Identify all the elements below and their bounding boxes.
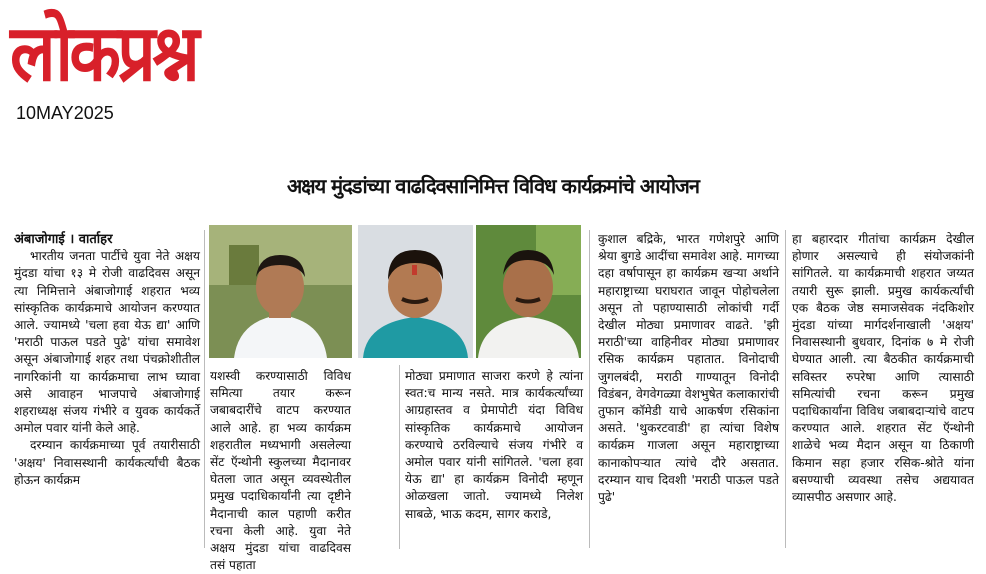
photo-left: [209, 225, 352, 358]
byline: अंबाजोगाई । वार्ताहर: [14, 232, 113, 247]
column-divider: [589, 230, 590, 548]
logo-text: लोकप्रश्न: [10, 9, 197, 99]
newspaper-logo: [10, 4, 300, 104]
paragraph: यशस्वी करण्यासाठी विविध समित्या तयार करून जबाबदारींचे वाटप करण्यात आले आहे. हा भव्य कार्यक्रम शहरातील मध्यभागी असलेल्या सेंट ऍन्थोनी स्कुलच्या मैदानावर घेतला जात असून व्यवस्थेतील प्रमुख पदाधिकार्यांनी त्या दृष्टीने मैदानाची काल पहाणी करीत रचना केली आहे. युवा नेते अक्षय मुंदडा यांचा वाढदिवस तसं पहाता: [210, 369, 351, 573]
byline-reporter: वार्ताहर: [78, 232, 113, 247]
column-divider: [399, 365, 400, 549]
publication-date: 10MAY2025: [16, 103, 114, 123]
photo-center: [358, 225, 473, 358]
paragraph: हा बहारदार गीतांचा कार्यक्रम देखील होणार असल्याचे ही संयोजकांनी सांगितले. या कार्यक्रमाची शहरात जय्यत तयारी सुरू झाली. प्रमुख कार्यकर्त्यांची एक बैठक जेष्ठ समाजसेवक नंदकिशोर मुंदडा यांच्या मार्गदर्शनाखाली 'अक्षय' निवासस्थानी बुधवार, दिनांक ७ मे रोजी घेण्यात आली. त्या बैठकीत कार्यक्रमाची सविस्तर रुपरेषा आणि त्यासाठी समित्यांची रचना करून प्रमुख पदाधिकार्यांना विविध जबाबदार्‍यांचे वाटप करण्यात आले. शहरात सेंट ऍन्थोनी शाळेचे भव्य मैदान असून या ठिकाणी किमान सहा हजार रसिक-श्रोते यांना बसण्याची व्यवस्था तसेच अद्ययावत व्यासपीठ असणार आहे.: [792, 232, 974, 505]
column-divider: [204, 230, 205, 548]
paragraph: भारतीय जनता पार्टीचे युवा नेते अक्षय मुंदडा यांचा १३ मे रोजी वाढदिवस असून त्या निमित्ताने अंबाजोगाई शहरात भव्य सांस्कृतिक कार्यक्रमाचे आयोजन करण्यात आले. ज्यामध्ये 'चला हवा येऊ द्या' आणि 'मराठी पाऊल पडते पुढे' यांचा समावेश असून अंबाजोगाई शहर तथा पंचक्रोशीतील नागरिकांनी या कार्यक्रमाचा लाभ घ्यावा असे आवाहन भाजपाचे अंबाजोगाई शहराध्यक्ष संजय गंभीरे व युवक कार्यकर्ते अमोल पवार यांनी केले आहे.: [14, 249, 200, 436]
portrait-icon: [358, 225, 473, 358]
paragraph: दरम्यान कार्यक्रमाच्या पूर्व तयारीसाठी 'अक्षय' निवासस्थानी कार्यकर्त्यांची बैठक होऊन कार्यक्रम: [14, 438, 200, 487]
headline: अक्षय मुंदडांच्या वाढदिवसानिमित्त विविध कार्यक्रमांचे आयोजन: [286, 174, 699, 198]
article-column-1: [14, 231, 200, 549]
portrait-icon: [476, 225, 581, 358]
article-column-5: [792, 231, 974, 549]
paragraph: कुशाल बद्रिके, भारत गणेशपुरे आणि श्रेया बुगडे आदींचा समावेश आहे. मागच्या दहा वर्षापासून हा कार्यक्रम खर्‍या अर्थाने महाराष्ट्राच्या घराघरात जावून पोहोचलेला असून तो पहाण्यासाठी लोकांची गर्दी देखील मोठ्या प्रमाणावर वाढते. 'झी मराठी'च्या वाहिनीवर मोठ्या प्रमाणावर रसिक कार्यक्रम पहातात. विनोदाची जुगलबंदी, मराठी गाण्यातून विनोदी विडंबन, वेगवेगळ्या वेशभुषेत कलाकारांची तुफान कॉमेडी याचे आकर्षण रसिकांना असते. 'थुकरटवाडी' हा त्यांचा विशेष कार्यक्रम गाजला असून महाराष्ट्राच्या कानाकोपर्‍यात त्यांचे दौरे असतात. दरम्यान याच दिवशी 'मराठी पाऊल पडते पुढे': [598, 232, 779, 505]
portrait-icon: [209, 225, 352, 358]
byline-place: अंबाजोगाई: [14, 232, 65, 247]
article-column-2: [210, 368, 351, 573]
paragraph: मोठ्या प्रमाणात साजरा करणे हे त्यांना स्वत:च मान्य नसते. मात्र कार्यकर्त्यांच्या आग्रहास्तव व प्रेमापोटी यंदा विविध सांस्कृतिक कार्यक्रमाचे आयोजन करण्याचे ठरविल्याचे संजय गंभीरे व अमोल पवार यांनी सांगितले. 'चला हवा येऊ द्या' हा कार्यक्रम विनोदी म्हणून ओळखला जातो. ज्यामध्ये निलेश साबळे, भाऊ कदम, सागर कराडे,: [405, 369, 583, 521]
article-column-4: [598, 231, 779, 549]
article-column-3: [405, 368, 583, 549]
column-divider: [785, 230, 786, 548]
photo-right: [476, 225, 581, 358]
